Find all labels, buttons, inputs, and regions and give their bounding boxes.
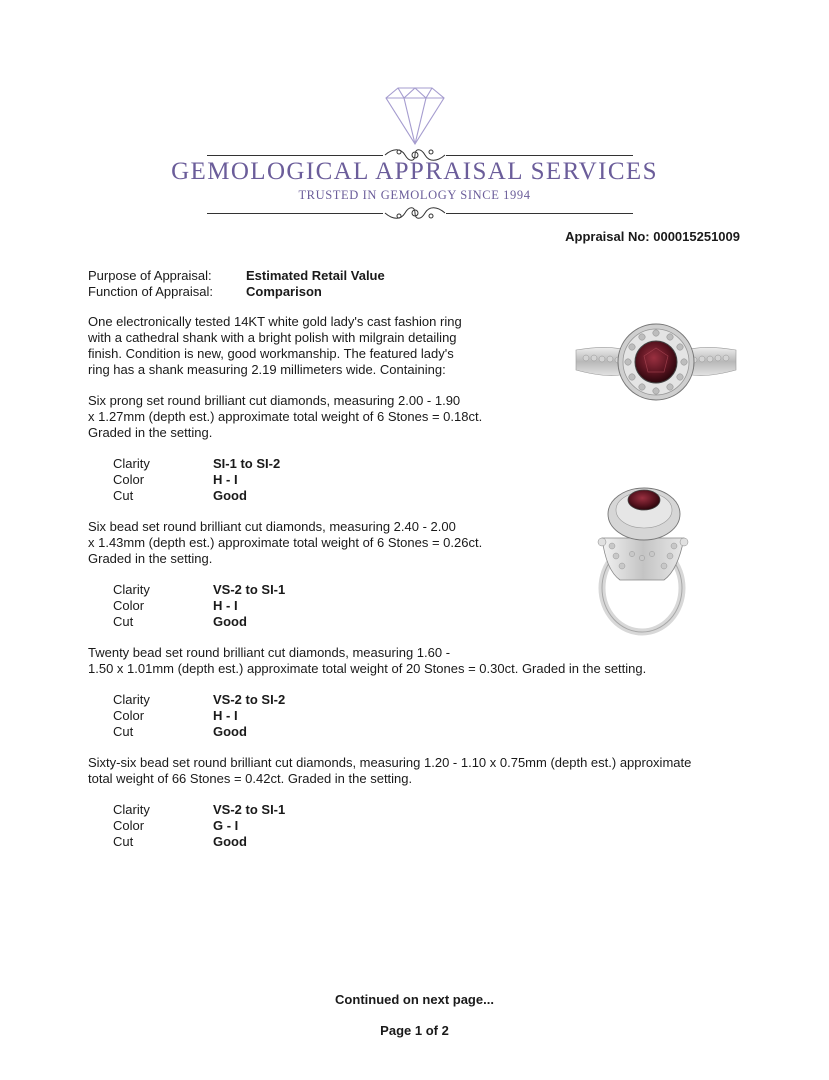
description-line: ring has a shank measuring 2.19 millimeters wide. Containing: [88, 362, 446, 377]
appraisal-number: Appraisal No: 000015251009 [565, 229, 740, 244]
grade-label: Cut [113, 834, 134, 849]
function-label: Function of Appraisal: [88, 284, 214, 299]
stone-description [88, 519, 482, 567]
grade-label: Cut [113, 488, 134, 503]
stone-line: 1.50 x 1.01mm (depth est.) approximate total weight of 20 Stones = 0.30ct. Graded in the setting. [88, 661, 647, 676]
description-line: with a cathedral shank with a bright polish with milgrain detailing [88, 330, 457, 345]
stone-line: Graded in the setting. [88, 425, 213, 440]
grade-label: Clarity [113, 456, 150, 471]
grade-value: VS-2 to SI-1 [213, 802, 286, 817]
stone-line: Sixty-six bead set round brilliant cut diamonds, measuring 1.20 - 1.10 x 0.75mm (depth est.) approximate [88, 755, 692, 770]
stone-description [88, 755, 691, 787]
grade-block [113, 802, 285, 850]
stone-description [88, 393, 482, 441]
stone-line: x 1.27mm (depth est.) approximate total weight of 6 Stones = 0.18ct. [88, 409, 483, 424]
purpose-value: Estimated Retail Value [246, 268, 385, 283]
stone-line: total weight of 66 Stones = 0.42ct. Graded in the setting. [88, 771, 413, 786]
grade-label: Clarity [113, 582, 150, 597]
description-line: One electronically tested 14KT white gold lady's cast fashion ring [88, 314, 462, 329]
grade-block [113, 692, 285, 740]
grade-value: Good [213, 834, 247, 849]
purpose-label: Purpose of Appraisal: [88, 268, 212, 283]
grade-value: VS-2 to SI-2 [213, 692, 286, 707]
grade-value: H - I [213, 598, 238, 613]
item-description [88, 314, 462, 378]
top-rule-left [207, 155, 383, 156]
grade-label: Clarity [113, 692, 150, 707]
stone-line: Graded in the setting. [88, 551, 213, 566]
company-name: GEMOLOGICAL APPRAISAL SERVICES [171, 158, 658, 185]
grade-block [113, 582, 285, 630]
top-rule-right [446, 155, 633, 156]
purpose-row [88, 268, 385, 283]
page-number: Page 1 of 2 [380, 1023, 449, 1038]
ring-top-view-image [572, 318, 740, 408]
stone-description [88, 645, 646, 677]
diamond-logo-icon [378, 86, 452, 148]
grade-block [113, 456, 280, 504]
grade-label: Cut [113, 724, 134, 739]
function-row [88, 284, 322, 299]
grade-label: Color [113, 472, 145, 487]
description-line: finish. Condition is new, good workmanship. The featured lady's [88, 346, 454, 361]
grade-value: Good [213, 724, 247, 739]
grade-value: H - I [213, 708, 238, 723]
grade-value: VS-2 to SI-1 [213, 582, 286, 597]
flourish-bottom-icon [383, 204, 447, 222]
bottom-rule-left [207, 213, 383, 214]
grade-label: Clarity [113, 802, 150, 817]
stone-line: Six bead set round brilliant cut diamonds, measuring 2.40 - 2.00 [88, 519, 456, 534]
grade-label: Color [113, 598, 145, 613]
continued-note: Continued on next page... [335, 992, 494, 1007]
grade-value: SI-1 to SI-2 [213, 456, 281, 471]
grade-label: Cut [113, 614, 134, 629]
bottom-rule-right [446, 213, 633, 214]
stone-line: Twenty bead set round brilliant cut diamonds, measuring 1.60 - [88, 645, 451, 660]
ring-side-view-image [588, 484, 692, 636]
grade-label: Color [113, 708, 145, 723]
stone-line: x 1.43mm (depth est.) approximate total weight of 6 Stones = 0.26ct. [88, 535, 483, 550]
stone-line: Six prong set round brilliant cut diamonds, measuring 2.00 - 1.90 [88, 393, 461, 408]
grade-value: H - I [213, 472, 238, 487]
company-tagline: TRUSTED IN GEMOLOGY SINCE 1994 [298, 188, 531, 202]
function-value: Comparison [246, 284, 322, 299]
grade-value: Good [213, 614, 247, 629]
grade-value: Good [213, 488, 247, 503]
grade-value: G - I [213, 818, 239, 833]
grade-label: Color [113, 818, 145, 833]
